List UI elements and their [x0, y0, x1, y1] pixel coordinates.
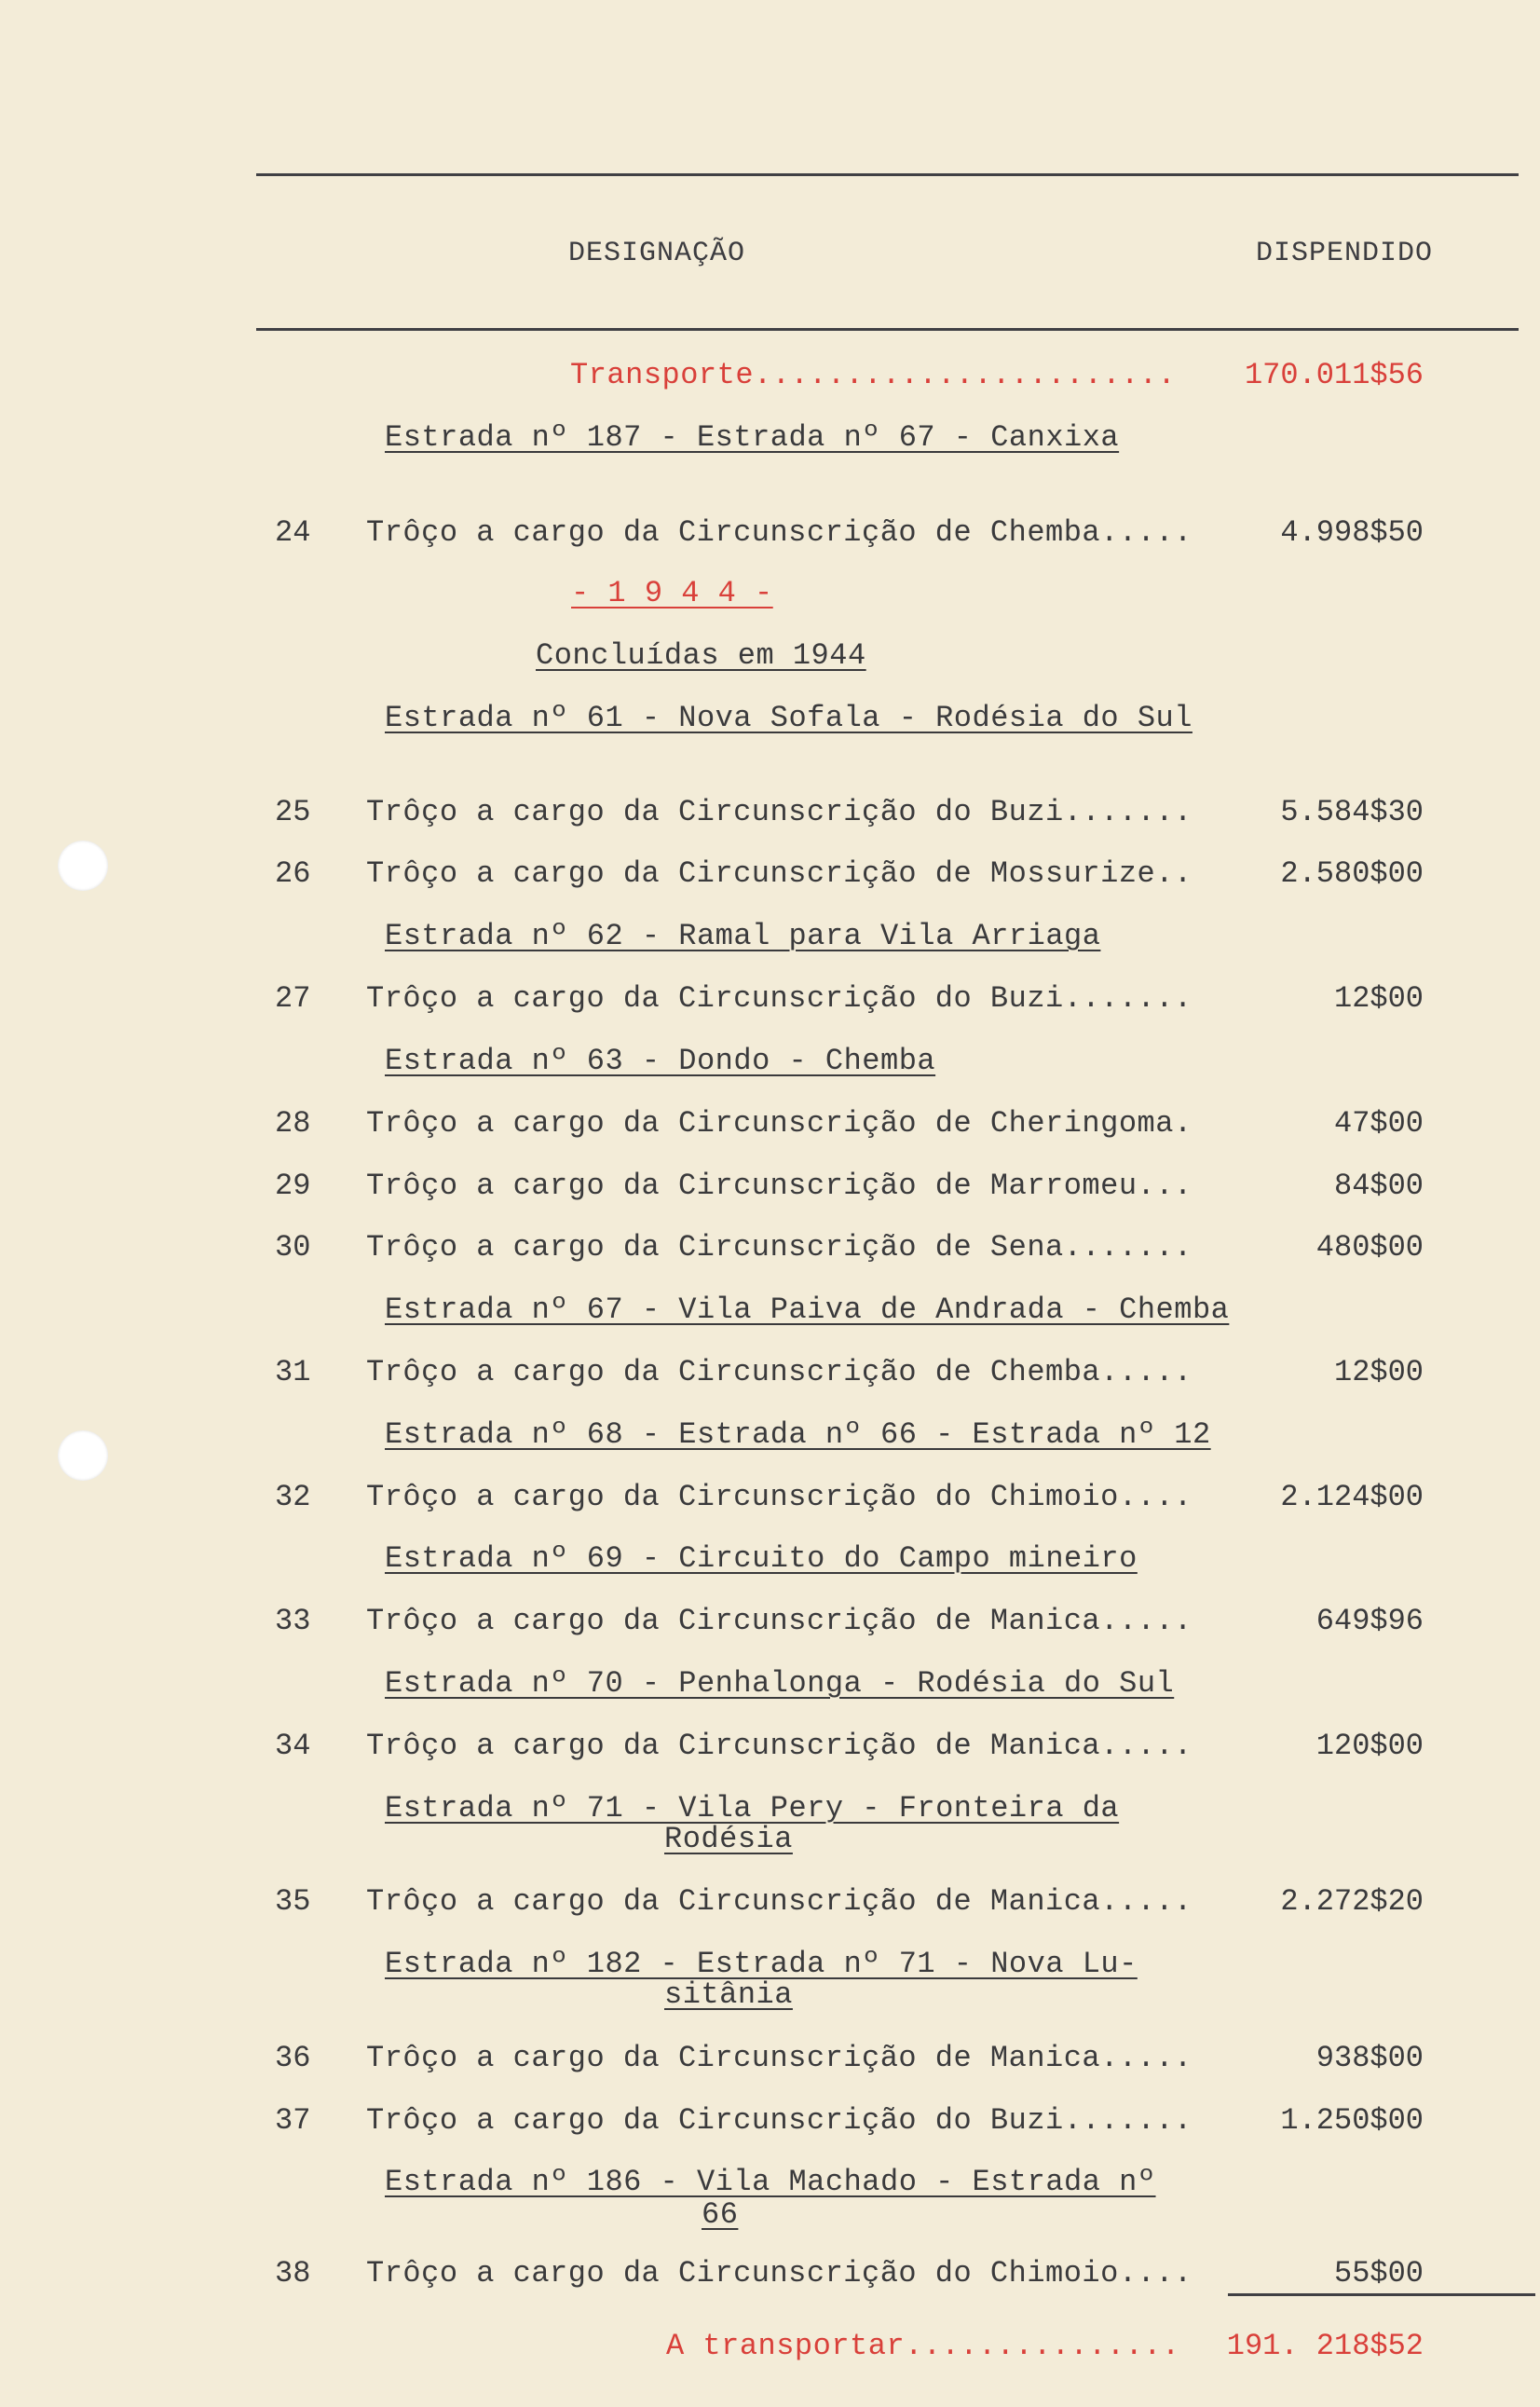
item-number: 25 [275, 795, 311, 829]
section-title-continuation: Rodésia [664, 1822, 793, 1856]
section-title-continuation: sitânia [664, 1977, 793, 2012]
section-title: Estrada nº 63 - Dondo - Chemba [385, 1044, 936, 1078]
item-description: Trôço a cargo da Circunscrição de Chemba..... [366, 515, 1192, 550]
item-description: Trôço a cargo da Circunscrição de Mossurize.. [366, 856, 1192, 891]
item-number: 38 [275, 2256, 311, 2291]
item-amount: 84$00 [1333, 1169, 1424, 1203]
item-amount: 55$00 [1333, 2256, 1424, 2291]
item-number: 30 [275, 1230, 311, 1265]
section-title: Estrada nº 70 - Penhalonga - Rodésia do Sul [385, 1666, 1175, 1701]
top-rule [256, 173, 1519, 176]
carried-forward-amount: 170.011$56 [1244, 358, 1424, 392]
sum-rule [1228, 2293, 1535, 2296]
item-amount: 2.124$00 [1280, 1480, 1424, 1514]
item-number: 27 [275, 981, 311, 1016]
item-number: 29 [275, 1169, 311, 1203]
item-description: Trôço a cargo da Circunscrição de Sena....... [366, 1230, 1192, 1265]
section-title: Estrada nº 69 - Circuito do Campo mineiro [385, 1541, 1138, 1576]
concluded-label: Concluídas em 1944 [536, 638, 866, 673]
item-number: 26 [275, 856, 311, 891]
item-number: 34 [275, 1729, 311, 1763]
item-description: Trôço a cargo da Circunscrição do Chimoio.... [366, 1480, 1192, 1514]
section-title: Estrada nº 62 - Ramal para Vila Arriaga [385, 919, 1101, 953]
item-amount: 12$00 [1333, 981, 1424, 1016]
item-description: Trôço a cargo da Circunscrição de Manica..... [366, 1884, 1192, 1919]
item-description: Trôço a cargo da Circunscrição de Cheringoma. [366, 1106, 1192, 1141]
item-amount: 938$00 [1315, 2041, 1424, 2075]
punch-hole [58, 841, 108, 891]
section-title: Estrada nº 182 - Estrada nº 71 - Nova Lu- [385, 1947, 1138, 1981]
item-number: 24 [275, 515, 311, 550]
designation-header: DESIGNAÇÃO [568, 238, 746, 269]
punch-hole [58, 1430, 108, 1481]
item-description: Trôço a cargo da Circunscrição de Manica..... [366, 1604, 1192, 1638]
item-description: Trôço a cargo da Circunscrição de Marromeu... [366, 1169, 1192, 1203]
item-number: 28 [275, 1106, 311, 1141]
year-label: - 1 9 4 4 - [571, 576, 773, 610]
item-description: Trôço a cargo da Circunscrição de Manica..... [366, 2041, 1192, 2075]
spent-header: DISPENDIDO [1256, 238, 1434, 269]
item-description: Trôço a cargo da Circunscrição do Buzi....... [366, 981, 1192, 1016]
item-description: Trôço a cargo da Circunscrição de Chemba..... [366, 1355, 1192, 1389]
item-description: Trôço a cargo da Circunscrição do Buzi....... [366, 795, 1192, 829]
carried-forward-label: Transporte....................... [570, 358, 1177, 392]
item-number: 36 [275, 2041, 311, 2075]
item-amount: 4.998$50 [1280, 515, 1424, 550]
section-title: Estrada nº 68 - Estrada nº 66 - Estrada nº 12 [385, 1417, 1211, 1452]
item-amount: 5.584$30 [1280, 795, 1424, 829]
section-title: Estrada nº 187 - Estrada nº 67 - Canxixa [385, 420, 1120, 455]
item-description: Trôço a cargo da Circunscrição de Manica..... [366, 1729, 1192, 1763]
section-title: Estrada nº 71 - Vila Pery - Fronteira da [385, 1791, 1120, 1826]
item-amount: 1.250$00 [1280, 2103, 1424, 2138]
carry-over-amount: 191. 218$52 [1226, 2329, 1424, 2363]
item-number: 37 [275, 2103, 311, 2138]
item-number: 33 [275, 1604, 311, 1638]
item-amount: 2.272$20 [1280, 1884, 1424, 1919]
item-number: 32 [275, 1480, 311, 1514]
item-description: Trôço a cargo da Circunscrição do Chimoio.... [366, 2256, 1192, 2291]
header-rule [256, 328, 1519, 331]
section-title: Estrada nº 67 - Vila Paiva de Andrada - Chemba [385, 1292, 1230, 1327]
section-title-continuation: 66 [702, 2197, 739, 2232]
item-number: 31 [275, 1355, 311, 1389]
item-amount: 649$96 [1315, 1604, 1424, 1638]
section-title: Estrada nº 61 - Nova Sofala - Rodésia do Sul [385, 701, 1192, 735]
item-description: Trôço a cargo da Circunscrição do Buzi....... [366, 2103, 1192, 2138]
section-title: Estrada nº 186 - Vila Machado - Estrada nº [385, 2165, 1156, 2199]
item-amount: 2.580$00 [1280, 856, 1424, 891]
item-number: 35 [275, 1884, 311, 1919]
item-amount: 480$00 [1315, 1230, 1424, 1265]
item-amount: 12$00 [1333, 1355, 1424, 1389]
item-amount: 120$00 [1315, 1729, 1424, 1763]
carry-over-label: A transportar............... [666, 2329, 1180, 2363]
item-amount: 47$00 [1333, 1106, 1424, 1141]
